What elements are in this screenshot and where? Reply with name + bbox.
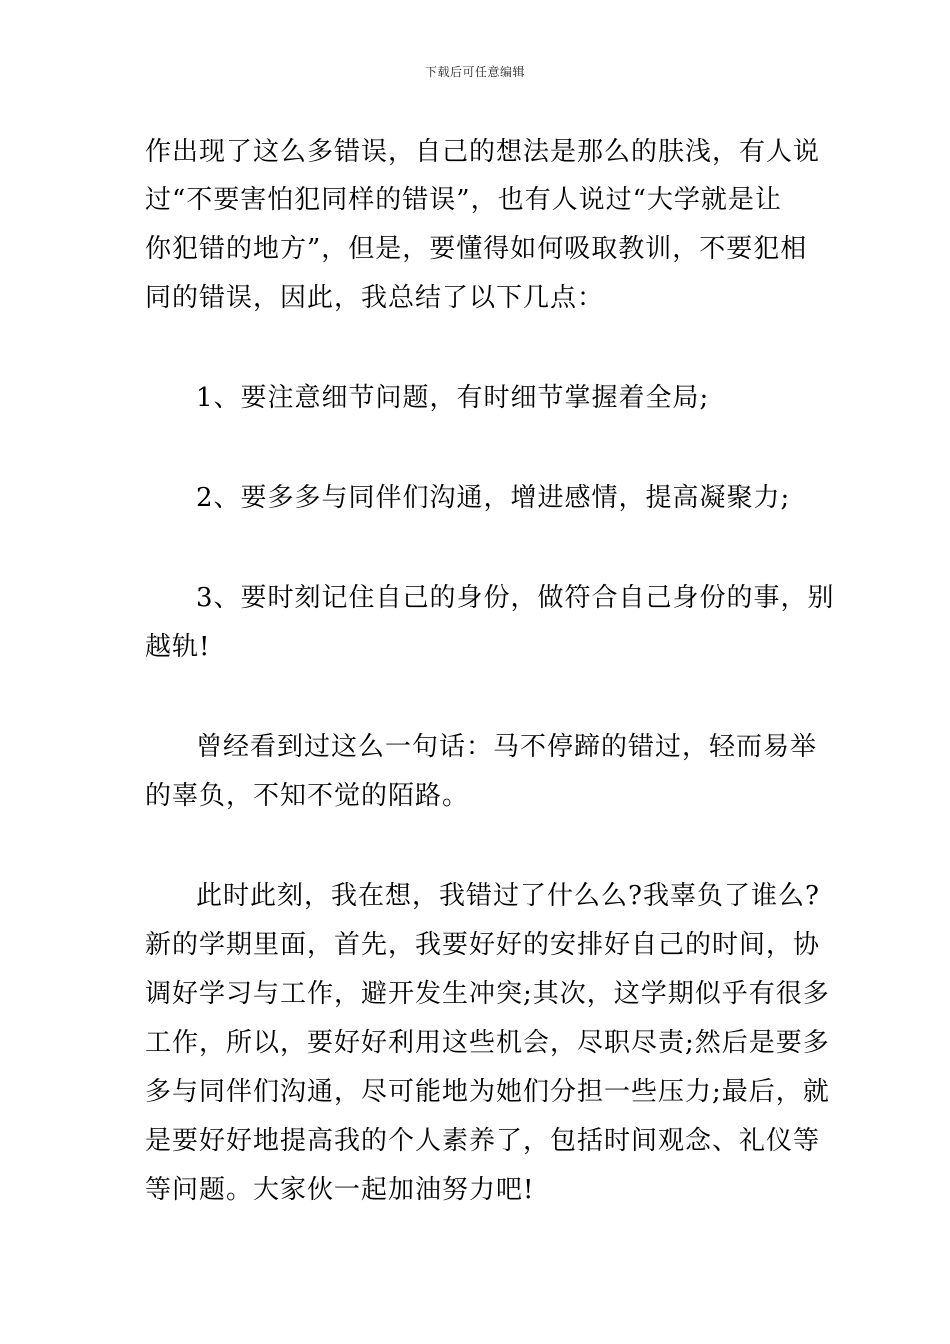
paragraph-line: 此时此刻，我在想，我错过了什么么?我辜负了谁么?	[196, 881, 820, 911]
paragraph-line: 是要好好地提高我的个人素养了，包括时间观念、礼仪等	[145, 1126, 821, 1156]
paragraph-line: 的辜负，不知不觉的陌路。	[145, 781, 470, 811]
list-item: 1、要注意细节问题，有时细节掌握着全局;	[196, 383, 710, 413]
paragraph-line: 作出现了这么多错误，自己的想法是那么的肤浅，有人说	[145, 137, 821, 167]
paragraph-line: 工作，所以，要好好利用这些机会，尽职尽责;然后是要多	[145, 1028, 830, 1058]
paragraph-line: 多与同伴们沟通，尽可能地为她们分担一些压力;最后，就	[145, 1077, 830, 1107]
paragraph-line: 调好学习与工作，避开发生冲突;其次，这学期似乎有很多	[145, 979, 830, 1009]
paragraph-line: 你犯错的地方”，但是，要懂得如何吸取教训，不要犯相	[145, 234, 808, 264]
list-item: 2、要多多与同伴们沟通，增进感情，提高凝聚力;	[196, 483, 791, 513]
list-item-continuation: 越轨!	[145, 632, 211, 662]
list-item: 3、要时刻记住自己的身份，做符合自己身份的事，别	[196, 583, 835, 613]
paragraph-line: 等问题。大家伙一起加油努力吧!	[145, 1175, 535, 1205]
paragraph-line: 新的学期里面，首先，我要好好的安排好自己的时间，协	[145, 930, 821, 960]
paragraph-line: 曾经看到过这么一句话：马不停蹄的错过，轻而易举	[196, 732, 818, 762]
paragraph-line: 过“不要害怕犯同样的错误”，也有人说过“大学就是让	[145, 185, 782, 215]
paragraph-line: 同的错误，因此，我总结了以下几点：	[145, 283, 605, 313]
page-header-note: 下载后可任意编辑	[424, 65, 525, 79]
